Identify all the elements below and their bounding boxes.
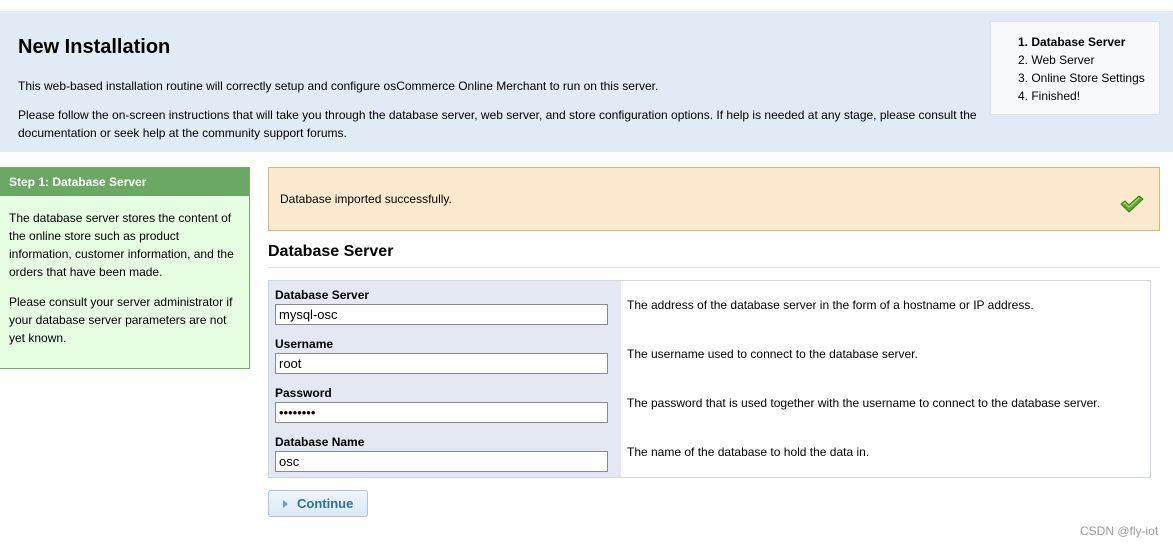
database-form <box>268 280 1151 478</box>
label-database-server: Database Server <box>275 288 370 302</box>
field-password <box>275 386 608 423</box>
notice-message: Database imported successfully. <box>280 192 452 206</box>
sidebar-title: Step 1: Database Server <box>0 168 249 196</box>
database-name-input[interactable]: osc <box>275 451 608 472</box>
section-title: Database Server <box>268 243 1160 268</box>
label-username: Username <box>275 337 334 351</box>
step-online-store-settings: 3. Online Store Settings <box>1018 71 1145 85</box>
desc-username: The username used to connect to the database server. <box>627 347 918 361</box>
field-username <box>275 337 608 374</box>
field-database-server <box>275 288 608 325</box>
success-notice <box>268 167 1160 231</box>
field-database-name <box>275 435 608 472</box>
username-input[interactable]: root <box>275 353 608 374</box>
password-input[interactable]: •••••••• <box>275 402 608 423</box>
watermark: CSDN @fly-iot <box>1080 524 1159 538</box>
sidebar-paragraph-2: Please consult your server administrator if your database server parameters are not yet known. <box>9 295 233 345</box>
label-password: Password <box>275 386 332 400</box>
page-title: New Installation <box>18 36 171 58</box>
continue-label: Continue <box>297 496 354 511</box>
continue-button[interactable] <box>268 490 368 517</box>
sidebar-help-box <box>0 167 250 369</box>
database-server-input[interactable]: mysql-osc <box>275 304 608 325</box>
checkmark-icon <box>1120 195 1144 216</box>
installation-steps <box>990 21 1160 115</box>
step-finished: 4. Finished! <box>1018 89 1081 103</box>
step-web-server: 2. Web Server <box>1018 53 1095 67</box>
desc-database-server: The address of the database server in the form of a hostname or IP address. <box>627 298 1034 312</box>
arrow-right-icon <box>283 500 288 508</box>
desc-password: The password that is used together with the username to connect to the database server. <box>627 396 1100 410</box>
desc-database-name: The name of the database to hold the data in. <box>627 445 870 459</box>
step-database-server: 1. Database Server <box>1018 35 1126 49</box>
instructions-text: Please follow the on-screen instructions that will take you through the database server, web server, and store configuration options. If help is needed at any stage, please consult the documentation or seek help at the community support forums. <box>18 108 977 140</box>
label-database-name: Database Name <box>275 435 365 449</box>
sidebar-paragraph-1: The database server stores the content of the online store such as product information, customer information, and the orders that have been made. <box>9 211 234 279</box>
intro-text: This web-based installation routine will correctly setup and configure osCommerce Online Merchant to run on this server. <box>18 79 659 93</box>
